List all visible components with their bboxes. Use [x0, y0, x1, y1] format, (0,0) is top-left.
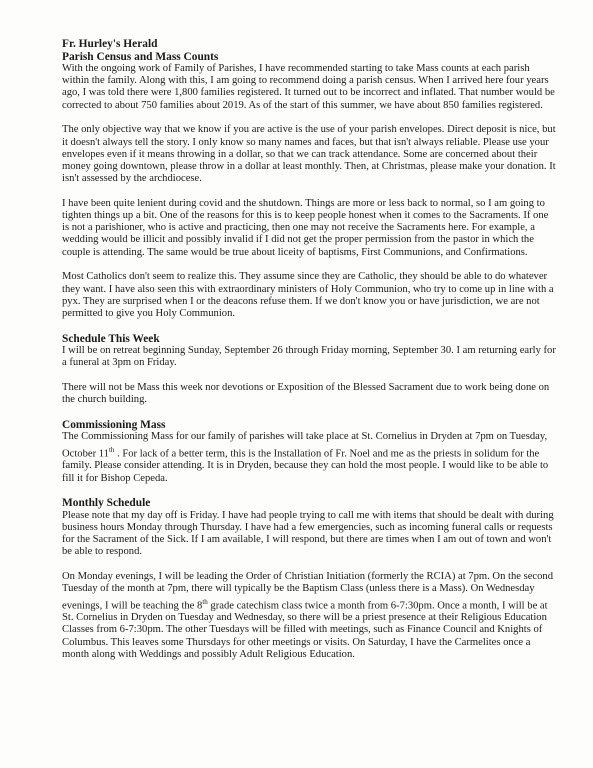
section-heading-schedule: Schedule This Week — [62, 332, 160, 345]
page-title: Fr. Hurley's Herald — [62, 38, 158, 50]
census-paragraph-2: The only objective way that we know if you are active is the use of your parish envelopes. Direct deposit is nice, but it doesn't always tell the story. I only know so many names and faces, but that isn't always reliable. Please use your envelopes even if it means throwing in a dollar, so that we can track attendance. Some are concerned about their money going downtown, please throw in a dollar at least monthly. Then, at Christmas, please make your donation. It isn't assessed by the archdiocese. — [62, 124, 556, 185]
commissioning-text-b: . For lack of a better term, this is the Installation of Fr. Noel and me as the priests in solidum for the family. Please consider attending. It is in Dryden, because they can hold the most people. I would like to be able to fill it for Bishop Cepeda. — [62, 448, 549, 484]
commissioning-text-a: The Commissioning Mass for our family of parishes will take place at St. Cornelius in Dryden at 7pm on Tuesday, October 11 — [62, 431, 548, 460]
commissioning-superscript: th — [108, 445, 115, 454]
census-paragraph-1: With the ongoing work of Family of Parishes, I have recommended starting to take Mass counts at each parish within the family. Along with this, I am going to recommend doing a parish census. When I arrived here four years ago, I was told there were 1,800 families registered. It turned out to be incorrect and inflated. That number would be corrected to about 750 families about 2019. As of the start of this summer, we have about 850 families registered. — [62, 63, 555, 111]
section-heading-commissioning: Commissioning Mass — [62, 418, 166, 431]
monthly-paragraph-1: Please note that my day off is Friday. I have had people trying to call me with items that should be dealt with during business hours Monday through Thursday. I have had a few emergencies, such as incoming funeral calls or requests for the Sacrament of the Sick. If I am available, I will respond, but there are times when I am out of town and won't be able to respond. — [62, 509, 554, 558]
census-paragraph-3: I have been quite lenient during covid and the shutdown. Things are more or less back to normal, so I am going to tighten things up a bit. One of the reasons for this is to keep people honest when it comes to the Sacraments. If one is not a parishioner, who is active and practicing, then one may not receive the Sacraments here. For example, a wedding would be illicit and possibly invalid if I did not get the proper permission from the pastor in which the couple is attending. The same would be true about liceity of baptisms, First Communions, and Confirmations. — [62, 197, 549, 258]
monthly-superscript: th — [202, 597, 208, 606]
monthly-text-b: grade catechism class twice a month from 6-7:30pm. Once a month, I will be at St. Cornelius in Dryden on Tuesday and Wednesday, so there will be a priest presence at their Religious Education Classes from 6-7:30pm. The other Tuesdays will be filled with meetings, such as Finance Council and Knights of Columbus. This leaves some Thursdays for other meetings or visits. On Saturday, I have the Carmelites once a month along with Weddings and possibly Adult Religious Education. — [62, 600, 548, 660]
schedule-paragraph-2: There will not be Mass this week nor devotions or Exposition of the Blessed Sacrament due to work being done on the church building. — [62, 382, 550, 406]
section-heading-census: Parish Census and Mass Counts — [62, 50, 219, 63]
census-paragraph-4: Most Catholics don't seem to realize this. They assume since they are Catholic, they should be able to do whatever they want. I have also seen this with extraordinary ministers of Holy Communion, who try to come up in line with a pyx. They are surprised when I or the deacons refuse them. If we don't know you or have jurisdiction, we are not permitted to give you Holy Communion. — [62, 271, 554, 319]
monthly-text-a: On Monday evenings, I will be leading the Order of Christian Initiation (formerly the RCIA) at 7pm. On the second Tuesday of the month at 7pm, there will typically be the Baptism Class (unless there is a Mass). On Wednesday evenings, I will be teaching the 8 — [62, 571, 554, 612]
monthly-paragraph-2 — [62, 571, 557, 661]
section-heading-monthly: Monthly Schedule — [62, 497, 151, 510]
commissioning-paragraph — [62, 431, 557, 484]
schedule-paragraph-1: I will be on retreat beginning Sunday, September 26 through Friday morning, September 30. I am returning early for a funeral at 3pm on Friday. — [62, 345, 556, 369]
